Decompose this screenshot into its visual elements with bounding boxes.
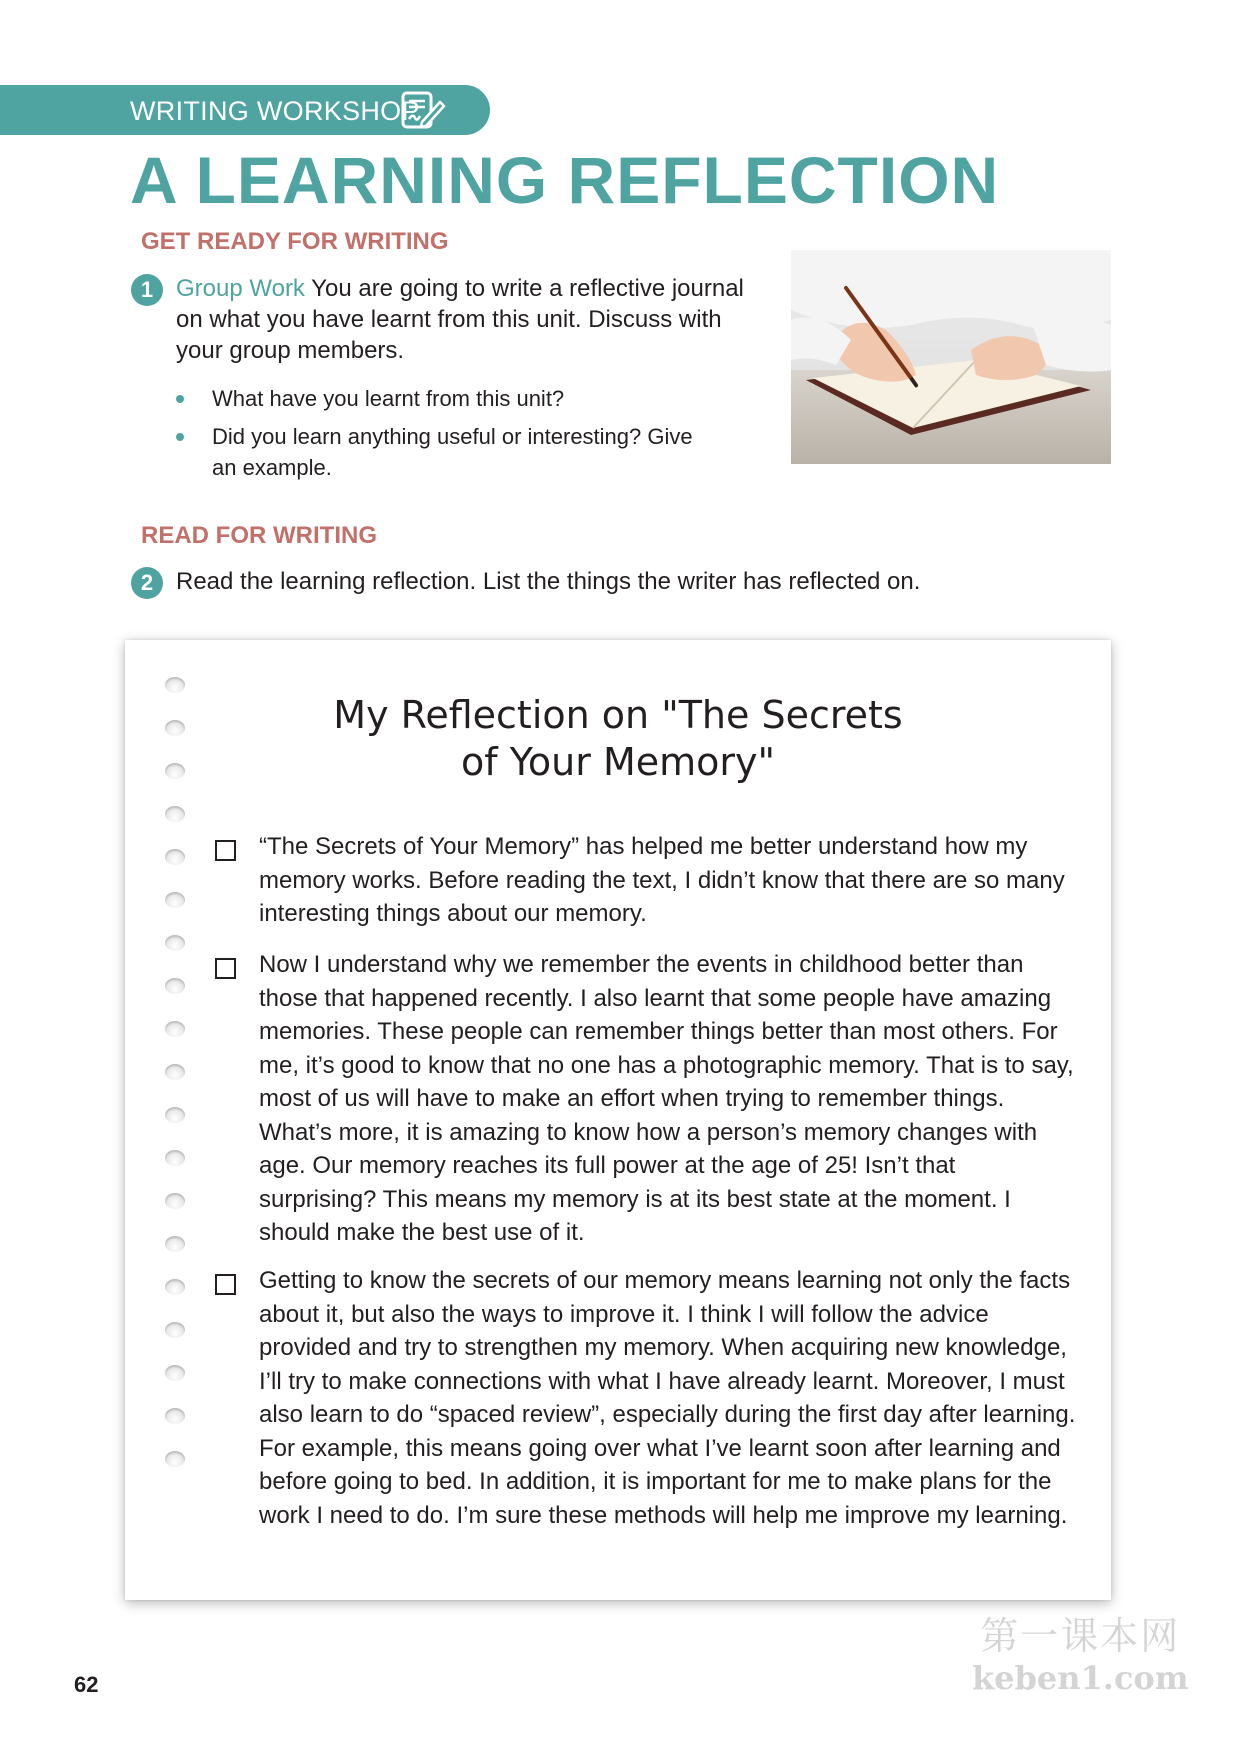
binder-hole [165, 1451, 185, 1467]
writing-document-icon [400, 90, 446, 132]
writing-in-journal-photo [791, 250, 1111, 464]
watermark [972, 1614, 1189, 1696]
task-number-2: 2 [131, 567, 163, 599]
binder-hole [165, 677, 185, 693]
binder-hole [165, 1365, 185, 1381]
bullet-icon [176, 433, 184, 441]
binder-hole [165, 849, 185, 865]
binder-hole [165, 1408, 185, 1424]
binder-hole [165, 978, 185, 994]
page-number: 62 [74, 1672, 99, 1697]
binder-hole [165, 1064, 185, 1080]
binder-hole [165, 892, 185, 908]
read-for-writing-heading: READ FOR WRITING [141, 522, 377, 549]
list-item: Did you learn anything useful or interesting? Give an example. [172, 421, 702, 483]
binder-hole [165, 1021, 185, 1037]
binder-hole [165, 1322, 185, 1338]
list-item: What have you learnt from this unit? [172, 383, 732, 414]
reflection-notebook-page [125, 640, 1111, 1600]
task-2-text: Read the learning reflection. List the things the writer has reflected on. [176, 568, 921, 595]
discussion-questions [172, 383, 732, 490]
binder-hole [165, 1279, 185, 1295]
reflection-paragraph: Getting to know the secrets of our memory means learning not only the facts about it, but also the ways to improve it. I think I will follow the advice provided and try to strengthen my memory. When acquiring new knowledge, I’ll try to make connections with what I have already learnt. Moreover, I must also learn to do “spaced review”, especially during the first day after learning. For example, this means going over what I’ve learnt soon after learning and before going to bed. In addition, it is important for me to make plans for the work I need to do. I’m sure these methods will help me improve my learning. [259, 1267, 1076, 1529]
task-1-line2: on what you have learnt from this unit. Discuss with [176, 306, 722, 333]
watermark-url: keben1.com [972, 1659, 1189, 1697]
binder-hole [165, 806, 185, 822]
bullet-icon [176, 395, 184, 403]
section-label: WRITING WORKSHOP [130, 96, 420, 126]
reflection-title: My Reflection on "The Secrets of Your Memory" [333, 693, 903, 784]
reflection-paragraph: “The Secrets of Your Memory” has helped me better understand how my memory works. Before reading the text, I didn’t know that there are so many interesting things about our memory. [259, 833, 1065, 927]
binder-hole [165, 1236, 185, 1252]
binder-hole [165, 1107, 185, 1123]
group-work-label: Group Work [176, 275, 305, 302]
reflection-checkbox[interactable] [215, 840, 236, 861]
page-title: A LEARNING REFLECTION [130, 143, 1000, 217]
reflection-checkbox[interactable] [215, 958, 236, 979]
binder-hole [165, 1193, 185, 1209]
task-number-1: 1 [131, 274, 163, 306]
binder-hole [165, 1150, 185, 1166]
get-ready-heading: GET READY FOR WRITING [141, 228, 449, 255]
task-1-text [176, 273, 786, 366]
reflection-checkbox[interactable] [215, 1274, 236, 1295]
watermark-chinese: 第一课本网 [980, 1616, 1181, 1658]
binder-hole [165, 935, 185, 951]
task-1-line3: your group members. [176, 337, 405, 364]
task-1-line1: You are going to write a reflective journal [304, 275, 744, 302]
reflection-paragraph: Now I understand why we remember the events in childhood better than those that happened recently. I also learnt that some people have amazing memories. These people can remember things better than most others. For me, it’s good to know that no one has a photographic memory. That is to say, most of us will have to make an effort when trying to remember things. What’s more, it is amazing to know how a person’s memory changes with age. Our memory reaches its full power at the age of 25! Isn’t that surprising? This means my memory is at its best state at the moment. I should make the best use of it. [259, 951, 1074, 1246]
section-banner [0, 85, 490, 135]
